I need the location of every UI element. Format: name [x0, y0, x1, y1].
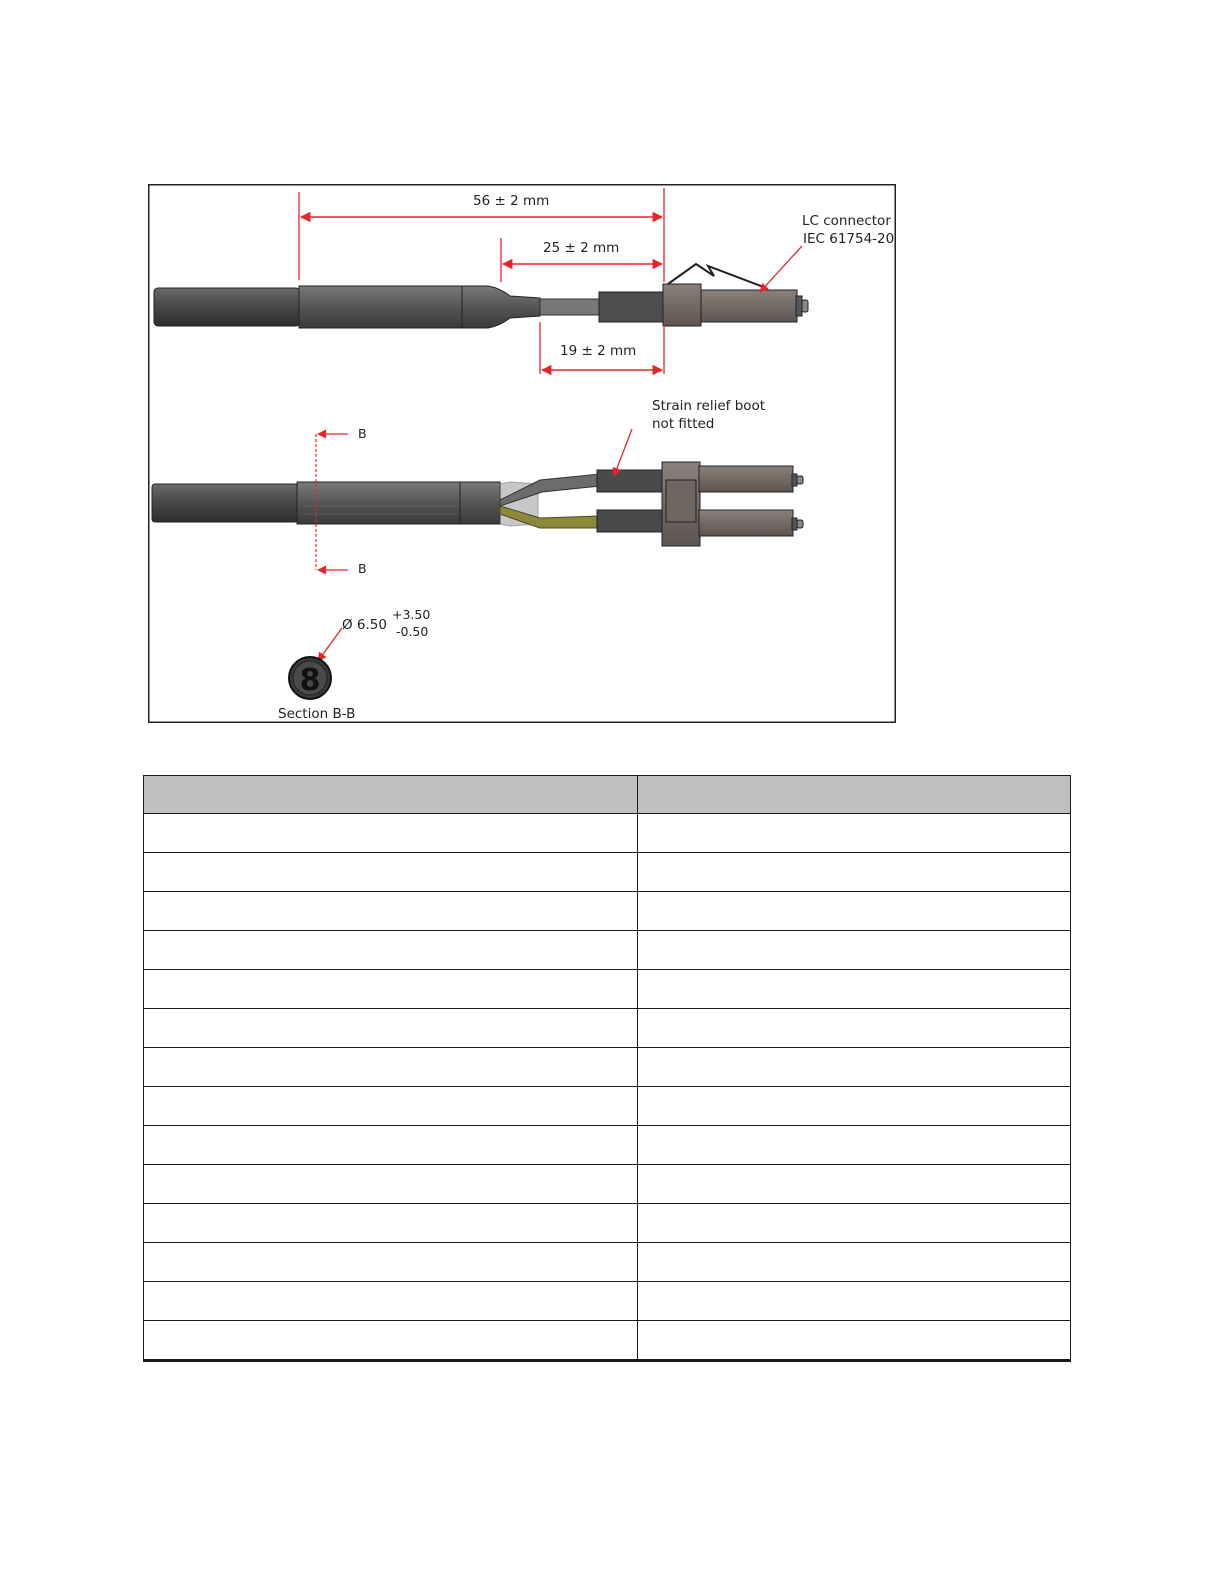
table-row: [144, 1204, 1071, 1243]
bottom-upper-connector: [699, 466, 793, 492]
table-row: [144, 970, 1071, 1009]
bottom-clip-window: [666, 480, 696, 522]
section-caption: Section B-B: [278, 706, 356, 722]
table-cell: [638, 1126, 1071, 1165]
bottom-cable-view: [152, 462, 803, 546]
diameter-label: Ø 6.50: [342, 617, 387, 633]
table-cell: [638, 931, 1071, 970]
bottom-cable-jacket: [152, 484, 298, 522]
table-cell: [638, 1165, 1071, 1204]
table-row: [144, 1009, 1071, 1048]
table-cell: [144, 1126, 638, 1165]
top-ferrule-base: [796, 296, 802, 316]
bottom-lower-connector: [699, 510, 793, 536]
table-body: [144, 814, 1071, 1361]
bottom-upper-boot: [597, 470, 665, 492]
table-row: [144, 931, 1071, 970]
table-cell: [144, 1009, 638, 1048]
cable-drawing-figure: [148, 184, 896, 723]
table-cell: [638, 892, 1071, 931]
spec-table: [143, 775, 1071, 1362]
bottom-heat-shrink-sleeve: [297, 482, 461, 524]
table-header-cell: [144, 776, 638, 814]
table-cell: [638, 853, 1071, 892]
table-cell: [144, 1282, 638, 1321]
top-ferrule: [802, 300, 808, 312]
top-cable-view: [154, 264, 808, 328]
table-cell: [638, 1009, 1071, 1048]
table-cell: [638, 1243, 1071, 1282]
top-heat-shrink-sleeve: [299, 286, 463, 328]
table-header-row: [144, 776, 1071, 814]
cable-drawing-svg: [148, 184, 896, 723]
top-cable-jacket: [154, 288, 300, 326]
section-marker-bottom: B: [358, 561, 367, 576]
connector-label-line2: IEC 61754-20: [803, 231, 895, 247]
table-row: [144, 1282, 1071, 1321]
table-row: [144, 1087, 1071, 1126]
table-cell: [144, 931, 638, 970]
table-cell: [144, 970, 638, 1009]
table-cell: [638, 1048, 1071, 1087]
section-marker-top: B: [358, 426, 367, 441]
table-cell: [144, 1204, 638, 1243]
table-cell: [144, 1048, 638, 1087]
table-cell: [144, 1321, 638, 1361]
table-row: [144, 1165, 1071, 1204]
table-cell: [144, 814, 638, 853]
connector-label-line1: LC connector: [802, 213, 891, 229]
dim-56-label: 56 ± 2 mm: [473, 193, 550, 209]
table-row: [144, 853, 1071, 892]
bottom-lower-boot: [597, 510, 665, 532]
table-row: [144, 1321, 1071, 1361]
cross-section-glyph: 8: [299, 663, 321, 698]
tolerance-minus: -0.50: [396, 624, 429, 639]
dim-25-label: 25 ± 2 mm: [543, 240, 620, 256]
table-cell: [638, 814, 1071, 853]
table-row: [144, 892, 1071, 931]
boot-label-line1: Strain relief boot: [652, 398, 766, 414]
table-header-cell: [638, 776, 1071, 814]
top-connector-housing: [663, 284, 701, 326]
table-row: [144, 1048, 1071, 1087]
bottom-lower-ferrule: [797, 520, 803, 528]
figure-border: [149, 185, 896, 723]
table-row: [144, 814, 1071, 853]
dimension-lines: [299, 188, 802, 374]
boot-label-line2: not fitted: [652, 416, 715, 432]
tolerance-plus: +3.50: [392, 607, 431, 622]
table-row: [144, 1126, 1071, 1165]
top-transition-boot: [462, 286, 540, 328]
table-cell: [144, 853, 638, 892]
table-cell: [638, 1087, 1071, 1126]
table-cell: [144, 1165, 638, 1204]
top-fiber: [540, 299, 600, 315]
table-cell: [638, 1204, 1071, 1243]
bottom-breakout: [460, 482, 500, 524]
top-connector-body: [701, 290, 797, 322]
table-cell: [144, 1087, 638, 1126]
table-row: [144, 1243, 1071, 1282]
table-cell: [144, 1243, 638, 1282]
dim-19-label: 19 ± 2 mm: [560, 343, 637, 359]
bottom-upper-ferrule: [797, 476, 803, 484]
table-cell: [638, 1321, 1071, 1361]
table-cell: [638, 970, 1071, 1009]
table-cell: [144, 892, 638, 931]
table-cell: [638, 1282, 1071, 1321]
top-strain-boot: [599, 292, 663, 322]
